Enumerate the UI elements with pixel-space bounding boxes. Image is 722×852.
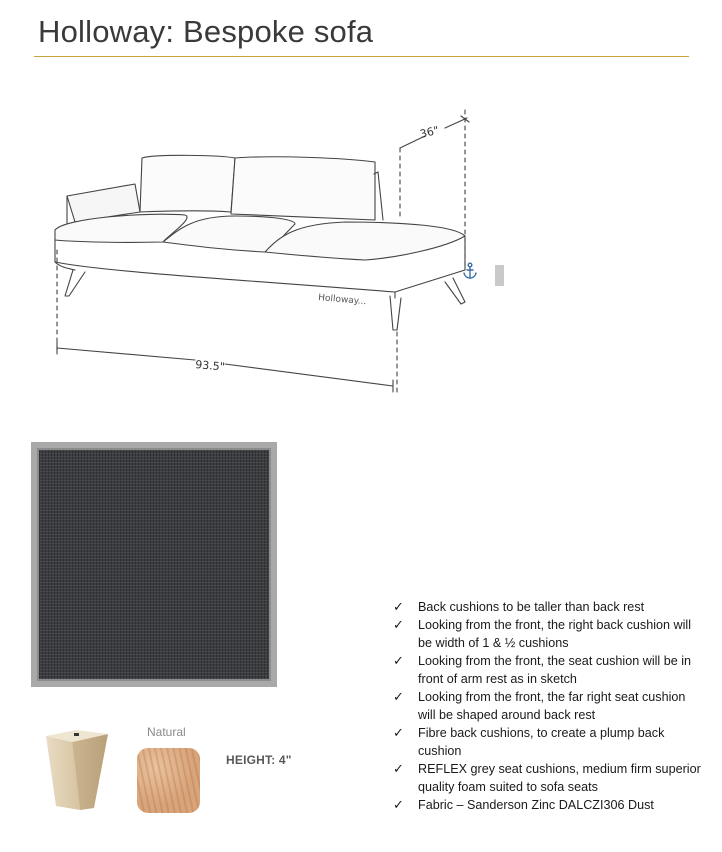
depth-dimension-label: 36" — [418, 123, 441, 141]
spec-text: Looking from the front, the far right seat cushion will be shaped around back rest — [418, 690, 686, 722]
spec-item — [393, 688, 703, 724]
sofa-sketch — [45, 100, 485, 400]
checkmark-icon: ✓ — [393, 599, 404, 614]
spec-item — [393, 796, 703, 814]
fabric-swatch-image — [37, 448, 271, 681]
spec-text: REFLEX grey seat cushions, medium firm superior quality foam suited to sofa seats — [418, 762, 701, 794]
checkmark-icon: ✓ — [393, 761, 404, 776]
spec-text: Looking from the front, the right back cushion will be width of 1 & ½ cushions — [418, 618, 692, 650]
fabric-swatch-frame — [31, 442, 277, 687]
scroll-marker[interactable] — [495, 265, 504, 286]
spec-text: Looking from the front, the seat cushion will be in front of arm rest as in sketch — [418, 654, 692, 686]
spec-item — [393, 652, 703, 688]
page-title: Holloway: Bespoke sofa — [38, 14, 374, 49]
sofa-leg-image — [44, 728, 112, 812]
spec-item — [393, 724, 703, 760]
wood-finish-swatch — [137, 748, 200, 813]
checkmark-icon: ✓ — [393, 689, 404, 704]
title-divider — [34, 56, 689, 57]
sketch-signature: Holloway... — [317, 293, 367, 308]
checkmark-icon: ✓ — [393, 617, 404, 632]
finish-label: Natural — [147, 725, 186, 739]
checkmark-icon: ✓ — [393, 653, 404, 668]
width-dimension-label: 93.5" — [194, 358, 226, 374]
sofa-sketch-drawing — [45, 100, 485, 400]
spec-text: Fibre back cushions, to create a plump back cushion — [418, 726, 665, 758]
checkmark-icon: ✓ — [393, 797, 404, 812]
spec-item — [393, 616, 703, 652]
spec-text: Fabric – Sanderson Zinc DALCZI306 Dust — [418, 798, 654, 812]
checkmark-icon: ✓ — [393, 725, 404, 740]
leg-height-label: HEIGHT: 4" — [226, 753, 292, 767]
anchor-icon[interactable] — [462, 262, 478, 280]
spec-item — [393, 598, 703, 616]
spec-text: Back cushions to be taller than back rest — [418, 600, 645, 614]
spec-list — [393, 598, 703, 814]
spec-item — [393, 760, 703, 796]
